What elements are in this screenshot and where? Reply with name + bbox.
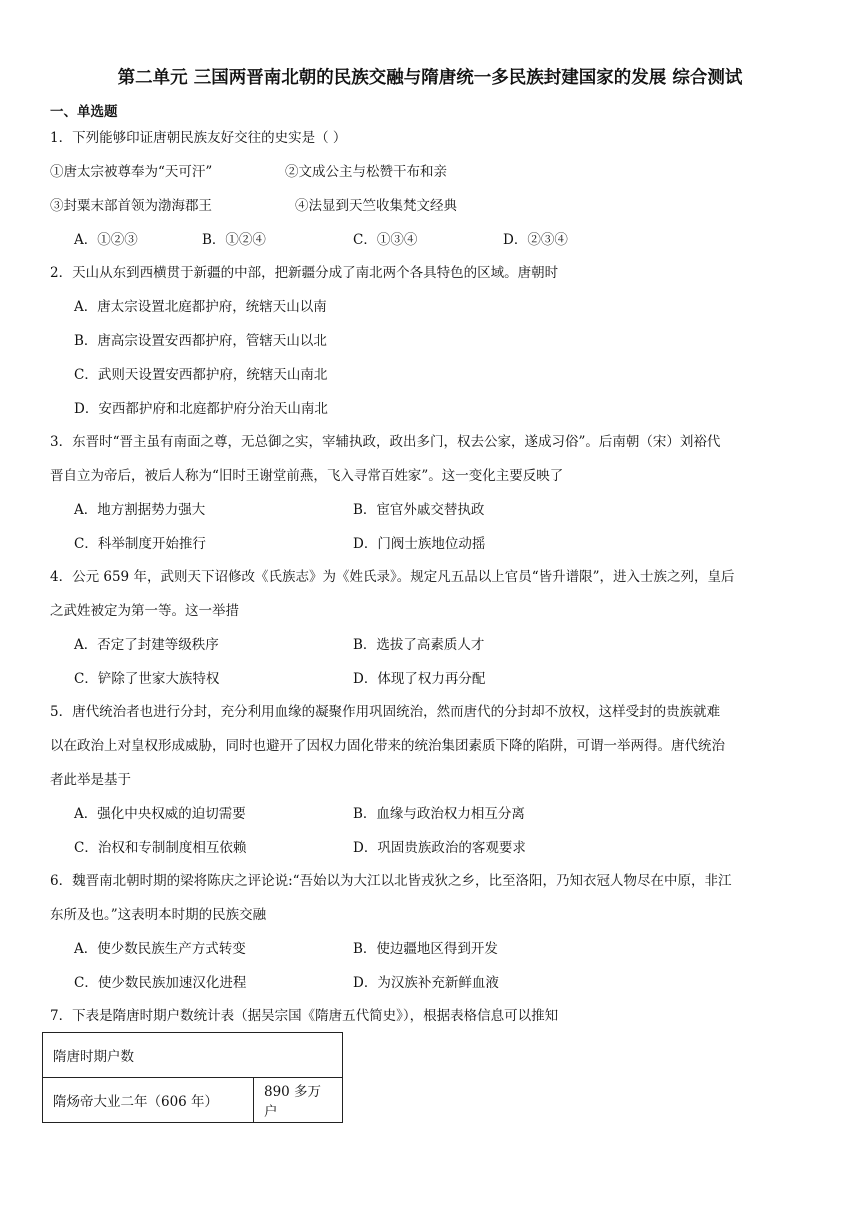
household-statistics-table: [42, 1032, 343, 1123]
table-header-row: [43, 1033, 343, 1078]
question-1-option-d[interactable]: D．②③④: [503, 232, 568, 248]
question-6-stem-line-1: 6．魏晋南北朝时期的梁将陈庆之评论说:“吾始以为大江以北皆戎狄之乡，比至洛阳，乃知衣冠人物尽在中原，非江: [50, 873, 732, 889]
question-1-item-2: ②文成公主与松赞干布和亲: [285, 164, 447, 180]
question-3-option-b[interactable]: B．宦官外戚交替执政: [353, 502, 485, 518]
question-1-item-3: ③封粟末部首领为渤海郡王: [50, 198, 212, 214]
question-3-stem-line-2: 晋自立为帝后，被后人称为“旧时王谢堂前燕，飞入寻常百姓家”。这一变化主要反映了: [50, 468, 564, 484]
question-3-option-d[interactable]: D．门阀士族地位动摇: [353, 536, 486, 552]
question-4-option-d[interactable]: D．体现了权力再分配: [353, 671, 486, 687]
question-5-stem-line-3: 者此举是基于: [50, 772, 131, 788]
section-heading: 一、单选题: [50, 104, 118, 120]
question-4-stem-line-2: 之武姓被定为第一等。这一举措: [50, 603, 239, 619]
question-5-option-c[interactable]: C．治权和专制制度相互依赖: [74, 840, 247, 856]
question-1-item-4: ④法显到天竺收集梵文经典: [295, 198, 457, 214]
question-7-stem: 7．下表是隋唐时期户数统计表（据吴宗国《隋唐五代简史》），根据表格信息可以推知: [50, 1008, 559, 1024]
question-6-stem-line-2: 东所及也。”这表明本时期的民族交融: [50, 907, 267, 923]
question-1-option-a[interactable]: A．①②③: [74, 232, 138, 248]
question-6-option-d[interactable]: D．为汉族补充新鲜血液: [353, 975, 499, 991]
question-6-option-c[interactable]: C．使少数民族加速汉化进程: [74, 975, 247, 991]
question-4-option-b[interactable]: B．选拔了高素质人才: [353, 637, 485, 653]
table-cell-households: 890 多万户: [254, 1078, 343, 1123]
question-6-option-b[interactable]: B．使边疆地区得到开发: [353, 941, 498, 957]
question-1-stem: 1．下列能够印证唐朝民族友好交往的史实是（ ）: [50, 130, 347, 146]
question-5-option-b[interactable]: B．血缘与政治权力相互分离: [353, 806, 525, 822]
question-5-stem-line-1: 5．唐代统治者也进行分封，充分利用血缘的凝聚作用巩固统治，然而唐代的分封却不放权，这样受封的贵族就难: [50, 704, 721, 720]
question-1-option-c[interactable]: C．①③④: [353, 232, 418, 248]
question-4-option-a[interactable]: A．否定了封建等级秩序: [74, 637, 219, 653]
table-cell-period: 隋炀帝大业二年（606 年）: [43, 1078, 254, 1123]
question-3-option-c[interactable]: C．科举制度开始推行: [74, 536, 206, 552]
question-4-stem-line-1: 4．公元 659 年，武则天下诏修改《氏族志》为《姓氏录》。规定凡五品以上官员“皆升谱限”，进入士族之列，皇后: [50, 569, 735, 585]
table-row: [43, 1078, 343, 1123]
question-4-option-c[interactable]: C．铲除了世家大族特权: [74, 671, 220, 687]
page-title: 第二单元 三国两晋南北朝的民族交融与隋唐统一多民族封建国家的发展 综合测试: [117, 68, 743, 88]
question-2-option-d[interactable]: D．安西都护府和北庭都护府分治天山南北: [74, 401, 328, 417]
table-header-cell: 隋唐时期户数: [43, 1033, 343, 1078]
question-2-stem: 2．天山从东到西横贯于新疆的中部，把新疆分成了南北两个各具特色的区域。唐朝时: [50, 265, 559, 281]
question-1-item-1: ①唐太宗被尊奉为“天可汗”: [50, 164, 213, 180]
question-2-option-a[interactable]: A．唐太宗设置北庭都护府，统辖天山以南: [74, 299, 327, 315]
question-5-option-d[interactable]: D．巩固贵族政治的客观要求: [353, 840, 526, 856]
question-5-option-a[interactable]: A．强化中央权威的迫切需要: [74, 806, 246, 822]
question-3-option-a[interactable]: A．地方割据势力强大: [74, 502, 206, 518]
question-5-stem-line-2: 以在政治上对皇权形成威胁，同时也避开了因权力固化带来的统治集团素质下降的陷阱，可谓一举两得。唐代统治: [50, 738, 725, 754]
question-2-option-b[interactable]: B．唐高宗设置安西都护府，管辖天山以北: [74, 333, 327, 349]
question-6-option-a[interactable]: A．使少数民族生产方式转变: [74, 941, 246, 957]
question-3-stem-line-1: 3．东晋时“晋主虽有南面之尊，无总御之实，宰辅执政，政出多门，权去公家，遂成习俗”。后南朝（宋）刘裕代: [50, 434, 721, 450]
question-1-option-b[interactable]: B．①②④: [202, 232, 266, 248]
question-2-option-c[interactable]: C．武则天设置安西都护府，统辖天山南北: [74, 367, 328, 383]
